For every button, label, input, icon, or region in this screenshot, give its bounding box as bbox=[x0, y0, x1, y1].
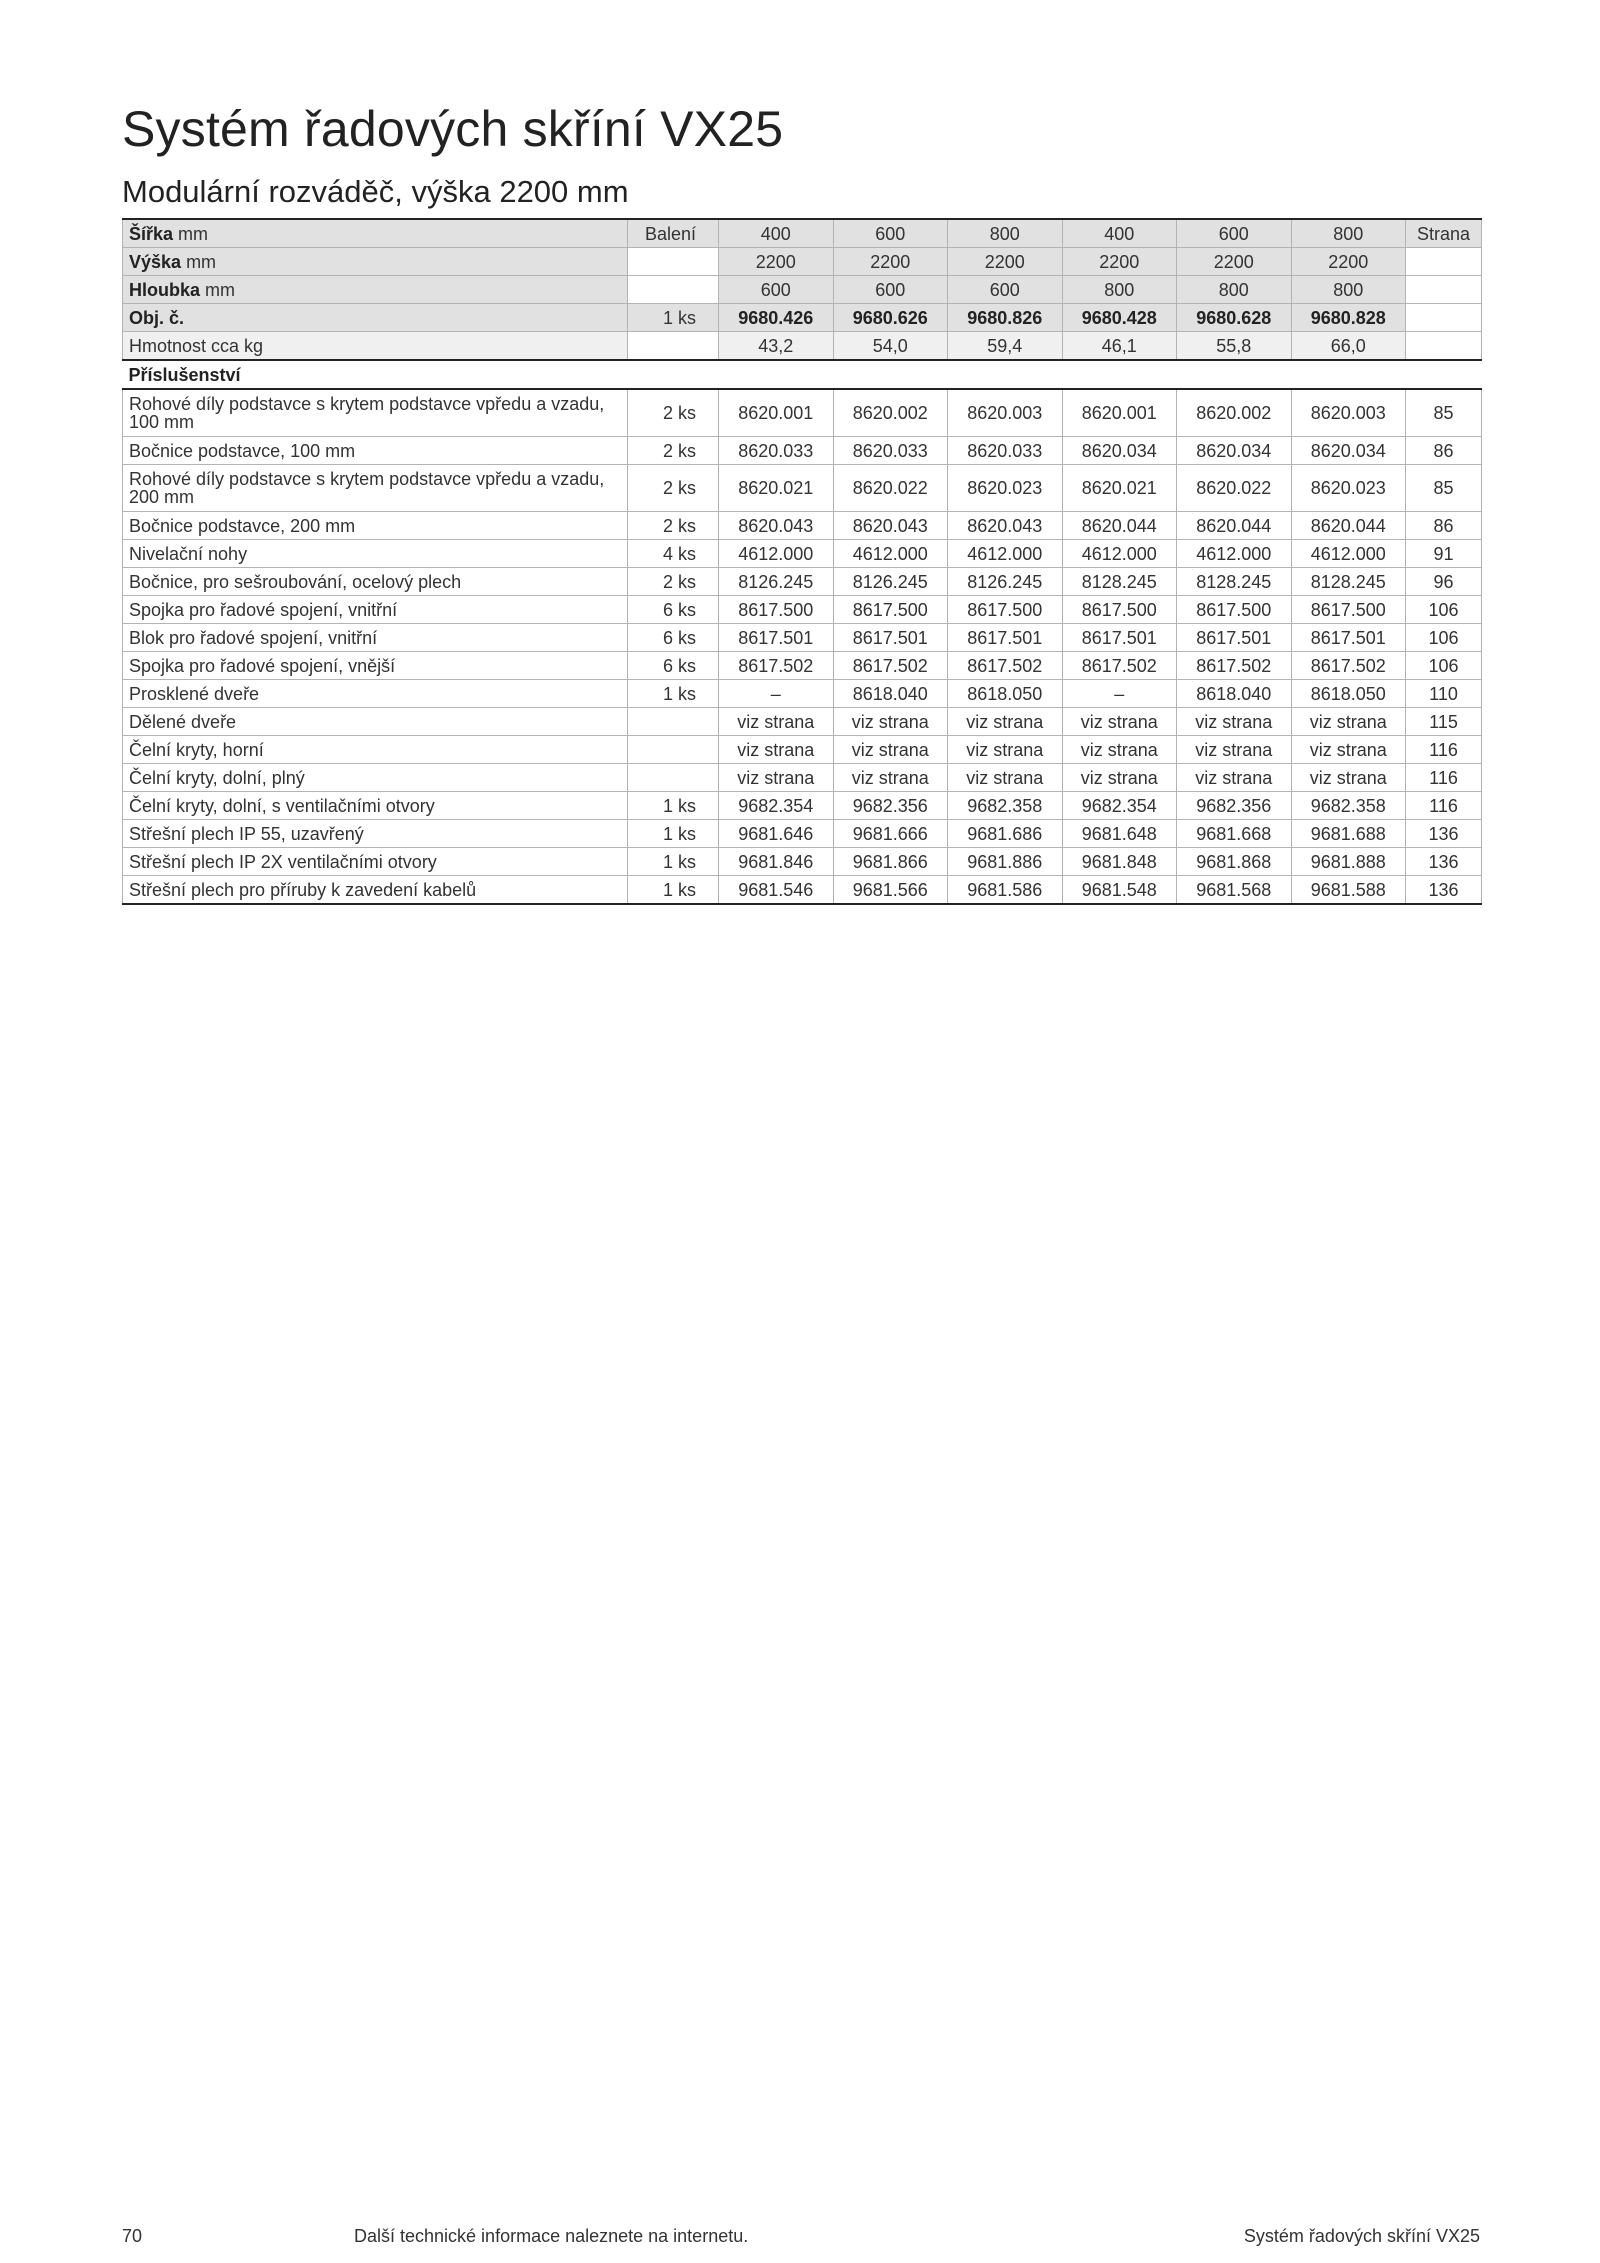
accessory-order-number: 4612.000 bbox=[833, 540, 948, 568]
accessory-page: 85 bbox=[1406, 465, 1482, 512]
accessory-order-number: 8617.501 bbox=[1177, 624, 1292, 652]
header-value: 2200 bbox=[1291, 248, 1406, 276]
accessory-order-number: 9681.848 bbox=[1062, 848, 1177, 876]
accessory-order-number: 8617.501 bbox=[833, 624, 948, 652]
weight-value: 59,4 bbox=[948, 332, 1063, 361]
accessory-row bbox=[123, 876, 1482, 905]
accessory-order-number: viz strana bbox=[948, 736, 1063, 764]
accessory-page: 106 bbox=[1406, 596, 1482, 624]
accessory-order-number: 8618.050 bbox=[1291, 680, 1406, 708]
accessory-order-number: 9681.648 bbox=[1062, 820, 1177, 848]
accessory-order-number: viz strana bbox=[1177, 736, 1292, 764]
accessory-order-number: viz strana bbox=[719, 764, 834, 792]
header-value: 800 bbox=[1177, 276, 1292, 304]
accessory-row bbox=[123, 389, 1482, 437]
accessory-order-number: 8620.001 bbox=[719, 389, 834, 437]
accessory-name: Nivelační nohy bbox=[123, 540, 628, 568]
accessory-page: 110 bbox=[1406, 680, 1482, 708]
accessory-order-number: 9681.588 bbox=[1291, 876, 1406, 905]
accessory-row bbox=[123, 792, 1482, 820]
header-label-unit: mm bbox=[200, 279, 236, 300]
accessory-page: 116 bbox=[1406, 736, 1482, 764]
accessory-name: Blok pro řadové spojení, vnitřní bbox=[123, 624, 628, 652]
accessory-pack: 4 ks bbox=[628, 540, 719, 568]
header-value: 9680.626 bbox=[833, 304, 948, 332]
accessory-pack: 1 ks bbox=[628, 876, 719, 905]
weight-value: 43,2 bbox=[719, 332, 834, 361]
accessory-order-number: 9681.568 bbox=[1177, 876, 1292, 905]
accessory-order-number: 8617.502 bbox=[1062, 652, 1177, 680]
accessory-order-number: 8617.502 bbox=[948, 652, 1063, 680]
accessory-name: Spojka pro řadové spojení, vnější bbox=[123, 652, 628, 680]
accessory-order-number: 8617.500 bbox=[1062, 596, 1177, 624]
accessory-order-number: 8620.034 bbox=[1291, 437, 1406, 465]
page-title: Systém řadových skříní VX25 bbox=[122, 101, 784, 157]
accessory-order-number: viz strana bbox=[1291, 736, 1406, 764]
product-table bbox=[122, 218, 1482, 905]
accessory-order-number: 8617.502 bbox=[1177, 652, 1292, 680]
accessory-order-number: viz strana bbox=[833, 736, 948, 764]
page-number: 70 bbox=[122, 2226, 143, 2246]
accessory-order-number: 8128.245 bbox=[1291, 568, 1406, 596]
accessory-pack bbox=[628, 736, 719, 764]
accessory-name: Bočnice, pro sešroubování, ocelový plech bbox=[123, 568, 628, 596]
accessory-row bbox=[123, 512, 1482, 540]
header-value: 400 bbox=[719, 219, 834, 248]
accessory-order-number: 8620.043 bbox=[948, 512, 1063, 540]
header-page bbox=[1406, 304, 1482, 332]
accessory-page: 106 bbox=[1406, 624, 1482, 652]
accessory-row bbox=[123, 540, 1482, 568]
accessory-page: 85 bbox=[1406, 389, 1482, 437]
header-label bbox=[123, 276, 628, 304]
header-page bbox=[1406, 276, 1482, 304]
accessory-order-number: 8617.502 bbox=[833, 652, 948, 680]
header-value: 600 bbox=[833, 276, 948, 304]
accessory-pack: 6 ks bbox=[628, 652, 719, 680]
accessory-order-number: 8620.043 bbox=[833, 512, 948, 540]
accessory-order-number: 9682.358 bbox=[1291, 792, 1406, 820]
header-pack: Balení bbox=[628, 219, 719, 248]
header-value: 600 bbox=[1177, 219, 1292, 248]
accessory-row bbox=[123, 568, 1482, 596]
accessory-order-number: 9681.548 bbox=[1062, 876, 1177, 905]
accessory-order-number: 8617.502 bbox=[719, 652, 834, 680]
accessory-order-number: 9681.686 bbox=[948, 820, 1063, 848]
accessory-name: Rohové díly podstavce s krytem podstavce vpředu a vzadu, 100 mm bbox=[123, 389, 628, 437]
accessory-order-number: 8620.023 bbox=[1291, 465, 1406, 512]
accessory-order-number: 9681.866 bbox=[833, 848, 948, 876]
weight-label: Hmotnost cca kg bbox=[123, 332, 628, 361]
accessory-order-number: 8620.034 bbox=[1177, 437, 1292, 465]
accessory-order-number: 8617.500 bbox=[1291, 596, 1406, 624]
accessory-order-number: 8126.245 bbox=[719, 568, 834, 596]
accessory-order-number: 8620.003 bbox=[948, 389, 1063, 437]
accessory-order-number: 8618.040 bbox=[833, 680, 948, 708]
accessory-pack: 1 ks bbox=[628, 680, 719, 708]
accessory-pack: 1 ks bbox=[628, 820, 719, 848]
header-value: 2200 bbox=[719, 248, 834, 276]
header-row bbox=[123, 248, 1482, 276]
accessory-row bbox=[123, 680, 1482, 708]
accessory-order-number: 9681.668 bbox=[1177, 820, 1292, 848]
accessory-order-number: 8620.022 bbox=[1177, 465, 1292, 512]
header-pack bbox=[628, 276, 719, 304]
accessory-order-number: 4612.000 bbox=[1062, 540, 1177, 568]
accessory-page: 136 bbox=[1406, 820, 1482, 848]
accessory-row bbox=[123, 736, 1482, 764]
accessory-order-number: 4612.000 bbox=[1177, 540, 1292, 568]
accessory-order-number: 9681.586 bbox=[948, 876, 1063, 905]
accessory-order-number: 9681.868 bbox=[1177, 848, 1292, 876]
accessory-order-number: viz strana bbox=[948, 764, 1063, 792]
accessory-order-number: 9682.356 bbox=[1177, 792, 1292, 820]
accessory-order-number: viz strana bbox=[719, 736, 834, 764]
header-page: Strana bbox=[1406, 219, 1482, 248]
accessory-order-number: 8620.033 bbox=[833, 437, 948, 465]
accessory-order-number: viz strana bbox=[833, 764, 948, 792]
header-value: 9680.828 bbox=[1291, 304, 1406, 332]
accessory-name: Čelní kryty, dolní, plný bbox=[123, 764, 628, 792]
accessory-row bbox=[123, 624, 1482, 652]
accessory-order-number: 8620.021 bbox=[719, 465, 834, 512]
header-label bbox=[123, 304, 628, 332]
accessory-order-number: 9681.546 bbox=[719, 876, 834, 905]
accessory-order-number: 8620.022 bbox=[833, 465, 948, 512]
header-value: 800 bbox=[1291, 219, 1406, 248]
accessory-name: Střešní plech IP 2X ventilačními otvory bbox=[123, 848, 628, 876]
accessory-page: 136 bbox=[1406, 848, 1482, 876]
accessory-pack bbox=[628, 764, 719, 792]
accessory-name: Rohové díly podstavce s krytem podstavce vpředu a vzadu, 200 mm bbox=[123, 465, 628, 512]
accessory-pack bbox=[628, 708, 719, 736]
accessory-order-number: 9682.354 bbox=[719, 792, 834, 820]
accessory-order-number: 8617.500 bbox=[833, 596, 948, 624]
footer-info: Další technické informace naleznete na internetu. bbox=[354, 2226, 749, 2246]
header-label bbox=[123, 248, 628, 276]
page-subtitle: Modulární rozváděč, výška 2200 mm bbox=[122, 174, 629, 209]
accessory-order-number: viz strana bbox=[1062, 764, 1177, 792]
accessory-row bbox=[123, 437, 1482, 465]
header-row bbox=[123, 219, 1482, 248]
accessory-order-number: 8620.044 bbox=[1291, 512, 1406, 540]
weight-row bbox=[123, 332, 1482, 361]
accessory-order-number: 9681.688 bbox=[1291, 820, 1406, 848]
accessory-order-number: viz strana bbox=[1062, 736, 1177, 764]
weight-value: 46,1 bbox=[1062, 332, 1177, 361]
accessory-order-number: 8617.500 bbox=[719, 596, 834, 624]
weight-page bbox=[1406, 332, 1482, 361]
header-label-unit: mm bbox=[173, 223, 209, 244]
accessory-order-number: 8620.003 bbox=[1291, 389, 1406, 437]
accessory-name: Prosklené dveře bbox=[123, 680, 628, 708]
accessory-order-number: viz strana bbox=[719, 708, 834, 736]
section-label: Příslušenství bbox=[123, 360, 1482, 389]
header-label-unit: mm bbox=[181, 251, 217, 272]
header-value: 2200 bbox=[1177, 248, 1292, 276]
accessory-page: 86 bbox=[1406, 437, 1482, 465]
accessory-order-number: 9681.888 bbox=[1291, 848, 1406, 876]
accessory-order-number: 9682.354 bbox=[1062, 792, 1177, 820]
accessory-name: Spojka pro řadové spojení, vnitřní bbox=[123, 596, 628, 624]
accessory-order-number: 8617.500 bbox=[1177, 596, 1292, 624]
accessory-page: 86 bbox=[1406, 512, 1482, 540]
header-value: 800 bbox=[1062, 276, 1177, 304]
accessory-order-number: 8620.043 bbox=[719, 512, 834, 540]
accessory-order-number: 8620.002 bbox=[833, 389, 948, 437]
accessory-pack: 2 ks bbox=[628, 512, 719, 540]
accessory-page: 116 bbox=[1406, 792, 1482, 820]
accessory-row bbox=[123, 652, 1482, 680]
weight-value: 54,0 bbox=[833, 332, 948, 361]
accessory-page: 91 bbox=[1406, 540, 1482, 568]
accessory-row bbox=[123, 465, 1482, 512]
accessory-page: 106 bbox=[1406, 652, 1482, 680]
section-row bbox=[123, 360, 1482, 389]
accessory-page: 136 bbox=[1406, 876, 1482, 905]
accessory-order-number: viz strana bbox=[1291, 708, 1406, 736]
accessory-name: Dělené dveře bbox=[123, 708, 628, 736]
accessory-row bbox=[123, 596, 1482, 624]
header-value: 9680.426 bbox=[719, 304, 834, 332]
accessory-order-number: 9681.886 bbox=[948, 848, 1063, 876]
accessory-order-number: 8620.033 bbox=[719, 437, 834, 465]
header-label-bold: Obj. č. bbox=[129, 307, 185, 328]
accessory-order-number: viz strana bbox=[833, 708, 948, 736]
accessory-pack: 1 ks bbox=[628, 792, 719, 820]
accessory-order-number: 8620.001 bbox=[1062, 389, 1177, 437]
header-value: 600 bbox=[833, 219, 948, 248]
header-value: 9680.428 bbox=[1062, 304, 1177, 332]
accessory-order-number: 8620.034 bbox=[1062, 437, 1177, 465]
header-value: 600 bbox=[719, 276, 834, 304]
accessory-pack: 1 ks bbox=[628, 848, 719, 876]
accessory-order-number: 4612.000 bbox=[719, 540, 834, 568]
accessory-pack: 6 ks bbox=[628, 624, 719, 652]
header-value: 800 bbox=[1291, 276, 1406, 304]
product-table-body bbox=[123, 219, 1482, 904]
accessory-name: Čelní kryty, dolní, s ventilačními otvory bbox=[123, 792, 628, 820]
header-value: 9680.628 bbox=[1177, 304, 1292, 332]
accessory-order-number: – bbox=[1062, 680, 1177, 708]
accessory-order-number: 8618.040 bbox=[1177, 680, 1292, 708]
header-row bbox=[123, 304, 1482, 332]
accessory-row bbox=[123, 848, 1482, 876]
header-page bbox=[1406, 248, 1482, 276]
header-value: 800 bbox=[948, 219, 1063, 248]
accessory-pack: 2 ks bbox=[628, 568, 719, 596]
header-row bbox=[123, 276, 1482, 304]
accessory-order-number: 8620.044 bbox=[1062, 512, 1177, 540]
accessory-order-number: 8620.002 bbox=[1177, 389, 1292, 437]
accessory-order-number: 9681.666 bbox=[833, 820, 948, 848]
accessory-pack: 6 ks bbox=[628, 596, 719, 624]
accessory-pack: 2 ks bbox=[628, 465, 719, 512]
accessory-page: 96 bbox=[1406, 568, 1482, 596]
accessory-order-number: 4612.000 bbox=[948, 540, 1063, 568]
header-label-bold: Šířka bbox=[129, 223, 174, 244]
header-value: 9680.826 bbox=[948, 304, 1063, 332]
accessory-order-number: 9681.566 bbox=[833, 876, 948, 905]
accessory-order-number: 8620.021 bbox=[1062, 465, 1177, 512]
accessory-order-number: 9681.846 bbox=[719, 848, 834, 876]
accessory-order-number: 8618.050 bbox=[948, 680, 1063, 708]
accessory-row bbox=[123, 708, 1482, 736]
accessory-order-number: 8128.245 bbox=[1177, 568, 1292, 596]
accessory-order-number: 8617.501 bbox=[1291, 624, 1406, 652]
accessory-order-number: 8617.501 bbox=[948, 624, 1063, 652]
header-value: 2200 bbox=[1062, 248, 1177, 276]
accessory-order-number: 8617.502 bbox=[1291, 652, 1406, 680]
accessory-order-number: 8617.500 bbox=[948, 596, 1063, 624]
accessory-order-number: 8620.023 bbox=[948, 465, 1063, 512]
accessory-row bbox=[123, 820, 1482, 848]
header-label-bold: Výška bbox=[129, 251, 182, 272]
accessory-name: Čelní kryty, horní bbox=[123, 736, 628, 764]
accessory-order-number: 8620.044 bbox=[1177, 512, 1292, 540]
header-label bbox=[123, 219, 628, 248]
header-value: 2200 bbox=[833, 248, 948, 276]
accessory-order-number: 9681.646 bbox=[719, 820, 834, 848]
header-value: 600 bbox=[948, 276, 1063, 304]
accessory-order-number: 4612.000 bbox=[1291, 540, 1406, 568]
accessory-name: Bočnice podstavce, 100 mm bbox=[123, 437, 628, 465]
header-pack bbox=[628, 248, 719, 276]
accessory-order-number: – bbox=[719, 680, 834, 708]
accessory-page: 116 bbox=[1406, 764, 1482, 792]
accessory-order-number: viz strana bbox=[948, 708, 1063, 736]
header-value: 2200 bbox=[948, 248, 1063, 276]
accessory-order-number: viz strana bbox=[1177, 708, 1292, 736]
footer-system-name: Systém řadových skříní VX25 bbox=[1243, 2226, 1480, 2246]
header-pack: 1 ks bbox=[628, 304, 719, 332]
accessory-order-number: 9682.356 bbox=[833, 792, 948, 820]
accessory-order-number: 8128.245 bbox=[1062, 568, 1177, 596]
weight-value: 55,8 bbox=[1177, 332, 1292, 361]
accessory-order-number: 8126.245 bbox=[948, 568, 1063, 596]
weight-value: 66,0 bbox=[1291, 332, 1406, 361]
accessory-name: Bočnice podstavce, 200 mm bbox=[123, 512, 628, 540]
header-value: 400 bbox=[1062, 219, 1177, 248]
accessory-pack: 2 ks bbox=[628, 389, 719, 437]
accessory-pack: 2 ks bbox=[628, 437, 719, 465]
accessory-order-number: 8126.245 bbox=[833, 568, 948, 596]
header-label-bold: Hloubka bbox=[129, 279, 201, 300]
accessory-name: Střešní plech IP 55, uzavřený bbox=[123, 820, 628, 848]
accessory-page: 115 bbox=[1406, 708, 1482, 736]
accessory-row bbox=[123, 764, 1482, 792]
accessory-order-number: viz strana bbox=[1062, 708, 1177, 736]
accessory-order-number: viz strana bbox=[1291, 764, 1406, 792]
accessory-order-number: 8620.033 bbox=[948, 437, 1063, 465]
accessory-order-number: viz strana bbox=[1177, 764, 1292, 792]
accessory-name: Střešní plech pro příruby k zavedení kabelů bbox=[123, 876, 628, 905]
accessory-order-number: 8617.501 bbox=[719, 624, 834, 652]
accessory-order-number: 8617.501 bbox=[1062, 624, 1177, 652]
accessory-order-number: 9682.358 bbox=[948, 792, 1063, 820]
weight-pack bbox=[628, 332, 719, 361]
